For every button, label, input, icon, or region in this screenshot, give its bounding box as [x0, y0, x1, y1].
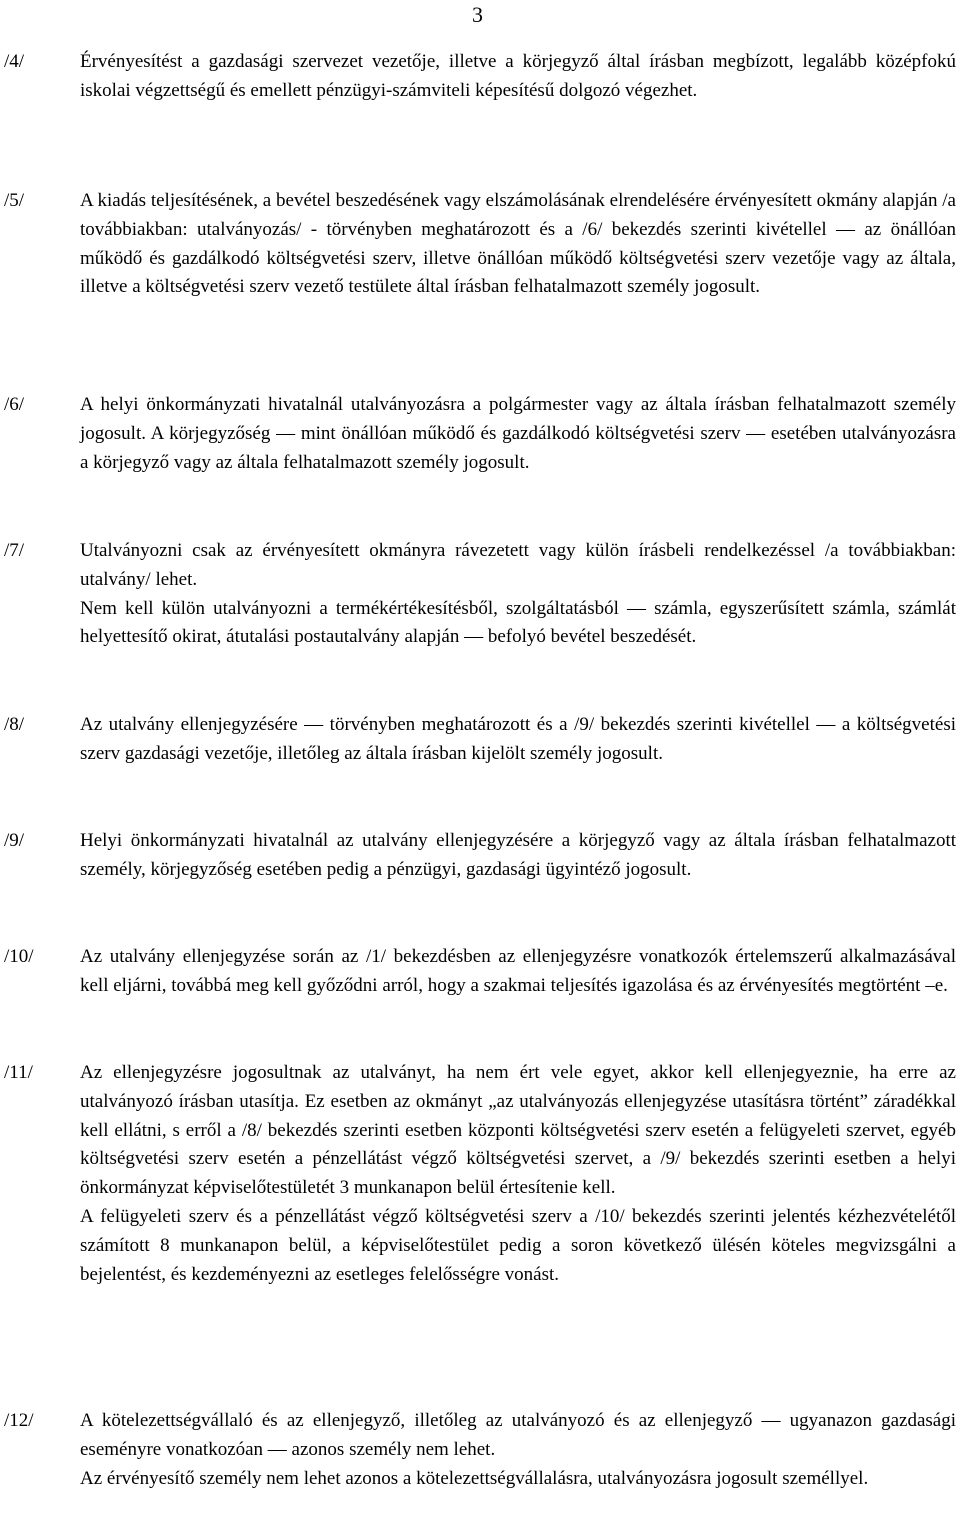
- page-number: 3: [472, 2, 483, 27]
- paragraph-text: Érvényesítést a gazdasági szervezet vezetője, illetve a körjegyző által írásban megbízott, legalább középfokú iskolai végzettségű és emellett pénzügyi-számviteli képesítésű dolgozó végezhet.: [80, 51, 956, 101]
- paragraph-text: Az érvényesítő személy nem lehet azonos a kötelezettségvállalásra, utalványozásra jogosult személlyel.: [80, 1467, 869, 1489]
- paragraph-text: Helyi önkormányzati hivatalnál az utalvány ellenjegyzésére a körjegyző vagy az általa írásban felhatalmazott személy, körjegyzőség esetében pedig a pénzügyi, gazdasági ügyintéző jogosult.: [80, 830, 956, 880]
- paragraph-text: A kötelezettségvállaló és az ellenjegyző, illetőleg az utalványozó és az ellenjegyző — ugyanazon gazdasági eseményre vonatkozóan — azonos személy nem lehet.: [80, 1410, 956, 1460]
- paragraph-number: /5/: [4, 190, 25, 211]
- paragraph-text: Az utalvány ellenjegyzése során az /1/ bekezdésben az ellenjegyzésre vonatkozók értelemszerű alkalmazásával kell eljárni, továbbá meg kell győződni arról, hogy a szakmai teljesítés igazolása és az érvényesítés megtörtént –e.: [80, 946, 956, 996]
- paragraph-11: [0, 1059, 960, 1289]
- paragraph-8: [0, 711, 960, 769]
- paragraph-text: Utalványozni csak az érvényesített okmányra rávezetett vagy külön írásbeli rendelkezéssel /a továbbiakban: utalvány/ lehet.: [80, 540, 956, 590]
- paragraph-7: [0, 537, 960, 652]
- paragraph-text: A helyi önkormányzati hivatalnál utalványozásra a polgármester vagy az általa írásban felhatalmazott személy jogosult. A körjegyzőség — mint önállóan működő és gazdálkodó költségvetési szerv — esetében utalványozásra a körjegyző vagy az általa felhatalmazott személy jogosult.: [80, 394, 956, 473]
- paragraph-number: /9/: [4, 830, 25, 851]
- paragraph-number: /12/: [4, 1410, 34, 1431]
- paragraph-number: /7/: [4, 540, 25, 561]
- paragraph-number: /6/: [4, 394, 25, 415]
- paragraph-number: /8/: [4, 714, 25, 735]
- paragraph-text: A felügyeleti szerv és a pénzellátást végző költségvetési szerv a /10/ bekezdés szerinti jelentés kézhezvételétől számított 8 munkanapon belül, a képviselőtestület pedig a soron következő ülésén köteles megvizsgálni a bejelentést, és kezdeményezni az esetleges felelősségre vonást.: [80, 1205, 956, 1285]
- paragraph-6: [0, 391, 960, 477]
- paragraph-number: /10/: [4, 946, 34, 967]
- paragraph-text: Az ellenjegyzésre jogosultnak az utalványt, ha nem ért vele egyet, akkor kell ellenjegyeznie, ha erre az utalványozó írásban utasítja. Ez esetben az okmányt „az utalványozás ellenjegyzése utasításra történt” záradékkal kell ellátni, s erről a /8/ bekezdés szerinti esetben központi költségvetési szerv esetén a felügyeleti szervet, egyéb költségvetési szerv esetén a pénzellátást végző költségvetési szervet, a /9/ bekezdés szerinti esetben a helyi önkormányzat képviselőtestületét 3 munkanapon belül értesítenie kell.: [80, 1062, 956, 1199]
- paragraph-number: /11/: [4, 1062, 33, 1083]
- paragraph-text: A kiadás teljesítésének, a bevétel beszedésének vagy elszámolásának elrendelésére érvényesített okmány alapján /a továbbiakban: utalványozás/ - törvényben meghatározott és a /6/ bekezdés szerinti kivétellel — az önállóan működő és gazdálkodó költségvetési szerv, illetve önállóan működő költségvetési szerv vezetője vagy az általa, illetve a költségvetési szerv vezető testülete által írásban felhatalmazott személy jogosult.: [80, 190, 956, 298]
- paragraph-text: Az utalvány ellenjegyzésére — törvényben meghatározott és a /9/ bekezdés szerinti kivétellel — a költségvetési szerv gazdasági vezetője, illetőleg az általa írásban kijelölt személy jogosult.: [80, 714, 956, 764]
- paragraph-10: [0, 943, 960, 1001]
- paragraph-12: [0, 1407, 960, 1493]
- paragraph-text: Nem kell külön utalványozni a termékértékesítésből, szolgáltatásból — számla, egyszerűsített számla, számlát helyettesítő okirat, átutalási postautalvány alapján — befolyó bevétel beszedését.: [80, 597, 956, 648]
- paragraph-5: [0, 187, 960, 302]
- paragraph-number: /4/: [4, 51, 25, 72]
- paragraph-4: [0, 48, 960, 106]
- paragraph-9: [0, 827, 960, 885]
